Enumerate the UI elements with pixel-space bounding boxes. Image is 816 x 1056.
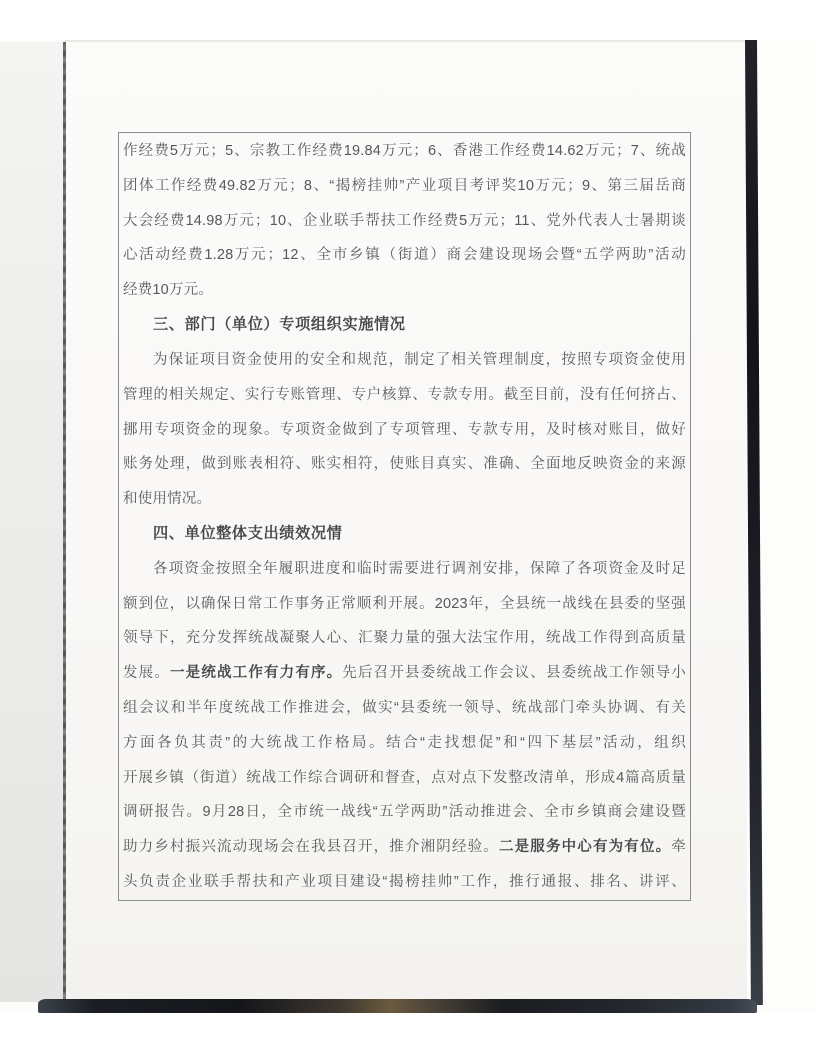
text-line	[119, 587, 690, 622]
text-line	[119, 865, 690, 900]
section-heading	[119, 308, 690, 343]
text-line	[119, 726, 690, 761]
text-segment: 领导下，充分发挥统战凝聚人心、汇聚力量的强大法宝作用，统战工作得到高质量	[123, 630, 686, 647]
text-segment: 先后召开县委统战工作会议、县委统战工作领导小	[342, 665, 686, 682]
text-line	[119, 621, 690, 656]
text-segment: 和使用情况。	[123, 491, 212, 508]
text-line	[119, 795, 690, 830]
text-segment: 心活动经费1.28万元；12、全市乡镇（街道）商会建设现场会暨“五学两助”活动	[123, 247, 686, 264]
text-segment: 开展乡镇（街道）统战工作综合调研和督查，点对点下发整改清单，形成4篇高质量	[123, 769, 686, 786]
text-segment: 管理的相关规定、实行专账管理、专户核算、专款专用。截至目前，没有任何挤占、	[123, 386, 686, 403]
text-segment: 各项资金按照全年履职进度和临时需要进行调剂安排，保障了各项资金及时足	[153, 560, 686, 577]
bold-text-segment: 二是服务中心有为有位。	[498, 839, 672, 856]
text-line	[119, 482, 690, 517]
text-segment: 账务处理，做到账表相符、账实相符，使账目真实、准确、全面地反映资金的来源	[123, 456, 686, 473]
text-segment: 头负责企业联手帮扶和产业项目建设“揭榜挂帅”工作，推行通报、排名、讲评、	[123, 874, 686, 891]
text-line	[119, 830, 690, 865]
paper-left-edge-line	[63, 42, 66, 1000]
bold-text-segment: 三、部门（单位）专项组织实施情况	[153, 316, 406, 334]
text-segment: 组会议和半年度统战工作推进会，做实“县委统一领导、统战部门牵头协调、有关	[123, 700, 686, 716]
section-heading	[119, 517, 690, 552]
text-line	[119, 691, 690, 726]
text-line	[119, 238, 690, 273]
text-line	[119, 378, 690, 413]
text-segment: 为保证项目资金使用的安全和规范，制定了相关管理制度，按照专项资金使用	[153, 351, 686, 368]
text-segment: 调研报告。9月28日，全市统一战线“五学两助”活动推进会、全市乡镇商会建设暨	[123, 804, 686, 821]
paper-bottom-edge-shadow	[38, 999, 757, 1013]
text-segment: 大会经费14.98万元；10、企业联手帮扶工作经费5万元；11、党外代表人士暑期谈	[123, 212, 686, 229]
background-surface-left	[0, 42, 64, 1002]
text-border-frame	[118, 132, 691, 901]
text-segment: 额到位，以确保日常工作事务正常顺利开展。2023年，全县统一战线在县委的坚强	[123, 595, 686, 612]
text-line	[119, 273, 690, 308]
text-line	[119, 413, 690, 448]
text-segment: 作经费5万元；5、宗教工作经费19.84万元；6、香港工作经费14.62万元；7、统战	[123, 143, 686, 159]
text-line	[119, 656, 690, 691]
text-segment: 方面各负其责”的大统战工作格局。结合“走找想促”和“四下基层”活动，组织	[123, 734, 686, 751]
text-segment: 发展。	[123, 665, 170, 682]
text-line	[119, 552, 690, 587]
text-line	[119, 343, 690, 378]
text-segment: 团体工作经费49.82万元；8、“揭榜挂帅”产业项目考评奖10万元；9、第三届岳商	[123, 177, 686, 194]
background-surface-right	[757, 40, 816, 1013]
bold-text-segment: 四、单位整体支出绩效况情	[153, 524, 343, 542]
bold-text-segment: 一是统战工作有力有序。	[170, 665, 343, 682]
text-segment: 牵	[671, 839, 686, 856]
text-line	[119, 761, 690, 796]
text-line	[119, 447, 690, 482]
document-text	[119, 134, 690, 900]
text-line	[119, 204, 690, 239]
text-line	[119, 169, 690, 204]
text-segment: 助力乡村振兴流动现场会在我县召开，推介湘阴经验。	[123, 839, 499, 856]
text-segment: 挪用专项资金的现象。专项资金做到了专项管理、专款专用，及时核对账目，做好	[123, 421, 686, 438]
text-segment: 经费10万元。	[123, 282, 214, 299]
text-line	[119, 134, 690, 169]
